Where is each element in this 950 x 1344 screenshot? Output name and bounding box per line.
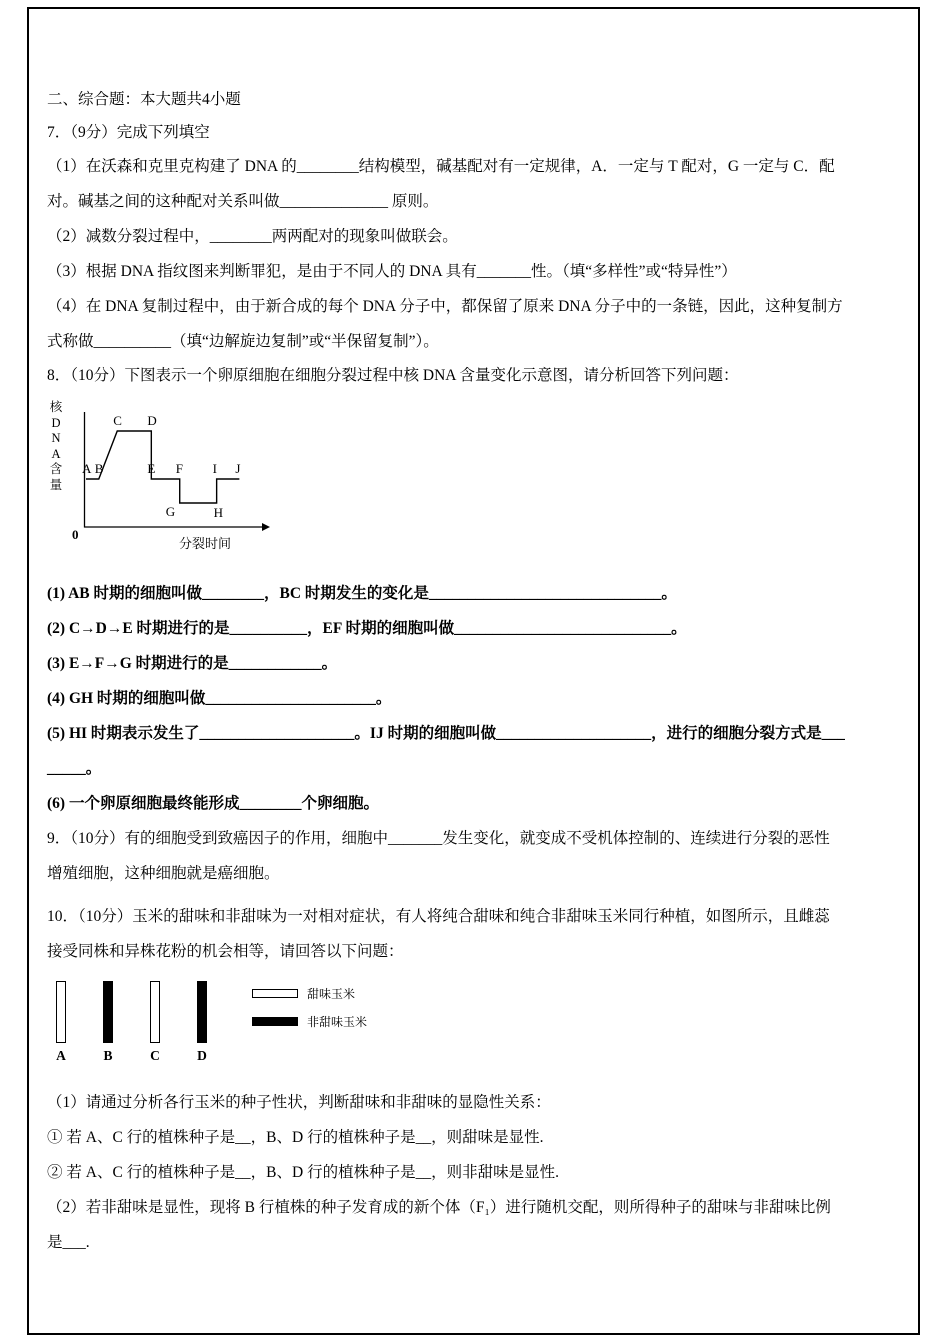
- q8-sub-5-cont: _____。: [47, 760, 102, 777]
- q8-sub-2: (2) C→D→E 时期进行的是__________，EF 时期的细胞叫做____________________________。: [47, 620, 687, 637]
- q8-sub-4: (4) GH 时期的细胞叫做______________________。: [47, 690, 392, 707]
- legend-item: [252, 1013, 367, 1030]
- q8-title: 8．（10分）下图表示一个卵原细胞在细胞分裂过程中核 DNA 含量变化示意图，请分析回答下列问题：: [47, 367, 739, 384]
- chart-point-label-I: I: [212, 461, 217, 476]
- chart-x-axis-title: 分裂时间: [179, 536, 232, 551]
- q8-sub-1: (1) AB 时期的细胞叫做________，BC 时期发生的变化是______________________________。: [47, 585, 677, 602]
- q10-sub-2: ① 若 A、C 行的植株种子是__，B、D 行的植株种子是__，则甜味是显性.: [47, 1129, 544, 1146]
- q7-line-6: 式称做__________（填“边解旋边复制”或“半保留复制”）。: [47, 333, 439, 350]
- q8-sub-3: (3) E→F→G 时期进行的是____________。: [47, 655, 338, 672]
- corn-row-C: [149, 981, 161, 1064]
- chart-point-label-G: G: [165, 504, 176, 519]
- corn-row-A: [55, 981, 67, 1064]
- corn-row-D: [196, 981, 208, 1064]
- q10-line-1: 10．（10分）玉米的甜味和非甜味为一对相对症状，有人将纯合甜味和纯合非甜味玉米同行种植，如图所示，且雌蕊: [47, 908, 830, 925]
- chart-point-label-A: A: [82, 461, 92, 476]
- chart-point-label-F: F: [175, 461, 183, 476]
- corn-row-bar: [197, 981, 207, 1043]
- corn-planting-figure: [55, 981, 908, 1069]
- chart-point-label-B: B: [94, 461, 104, 476]
- legend-item: [252, 985, 367, 1002]
- q10-sub-4: （2）若非甜味是显性，现将 B 行植株的种子发育成的新个体（F₁）进行随机交配，则所得种子的甜味与非甜味比例: [47, 1199, 831, 1216]
- page-content: [47, 88, 908, 1260]
- chart-point-label-J: J: [235, 461, 241, 476]
- legend-label: 非甜味玉米: [307, 1015, 368, 1029]
- q7-line-2: 对。碱基之间的这种配对关系叫做______________ 原则。: [47, 193, 439, 210]
- corn-row-bar: [103, 981, 113, 1043]
- q10-line-2: 接受同株和异株花粉的机会相等，请回答以下问题：: [47, 943, 404, 960]
- q7-line-1: （1）在沃森和克里克构建了 DNA 的________结构模型，碱基配对有一定规律，A．一定与 T 配对，G 一定与 C．配: [47, 158, 835, 175]
- q7-line-4: （3）根据 DNA 指纹图来判断罪犯，是由于不同人的 DNA 具有_______性。（填“多样性”或“特异性”）: [47, 263, 737, 280]
- q9-line-1: 9．（10分）有的细胞受到致癌因子的作用，细胞中_______发生变化，就变成不受机体控制的、连续进行分裂的恶性: [47, 830, 830, 847]
- chart-origin-label: 0: [72, 527, 79, 542]
- q8-sub-6: (6) 一个卵原细胞最终能形成________个卵细胞。: [47, 795, 379, 812]
- corn-row-label: B: [103, 1048, 113, 1063]
- q9-line-2: 增殖细胞，这种细胞就是癌细胞。: [47, 865, 280, 882]
- chart-point-label-D: D: [147, 413, 157, 428]
- corn-row-bar: [150, 981, 160, 1043]
- q7-title: 7．（9分）完成下列填空: [47, 124, 210, 141]
- q8-sub-5: (5) HI 时期表示发生了____________________。IJ 时期的细胞叫做____________________，进行的细胞分裂方式是___: [47, 725, 845, 742]
- chart-y-axis-label: 核 D N A 含 量: [49, 400, 63, 492]
- corn-row-label: D: [197, 1048, 207, 1063]
- q10-sub-1: （1）请通过分析各行玉米的种子性状，判断甜味和非甜味的显隐性关系：: [47, 1094, 551, 1111]
- dna-line-chart: [61, 398, 286, 556]
- q10-sub-3: ② 若 A、C 行的植株种子是__，B、D 行的植株种子是__，则非甜味是显性.: [47, 1164, 559, 1181]
- section-header: 二、综合题：本大题共4小题: [47, 91, 241, 108]
- chart-point-label-H: H: [213, 505, 224, 520]
- chart-point-label-E: E: [147, 461, 156, 476]
- q10-sub-5: 是___.: [47, 1234, 90, 1251]
- q7-line-3: （2）减数分裂过程中，________两两配对的现象叫做联会。: [47, 228, 458, 245]
- x-axis-arrow-icon: [262, 523, 270, 531]
- corn-row-label: C: [150, 1048, 160, 1063]
- corn-legend: [252, 985, 367, 1030]
- q7-line-5: （4）在 DNA 复制过程中，由于新合成的每个 DNA 分子中，都保留了原来 DNA 分子中的一条链，因此，这种复制方: [47, 298, 843, 315]
- corn-row-B: [102, 981, 114, 1064]
- dna-content-chart: [47, 398, 908, 558]
- corn-rows: [55, 981, 208, 1064]
- legend-swatch-sweet: [252, 989, 298, 998]
- chart-point-label-C: C: [113, 413, 122, 428]
- legend-swatch-non-sweet: [252, 1017, 298, 1026]
- corn-row-label: A: [56, 1048, 66, 1063]
- legend-label: 甜味玉米: [307, 987, 356, 1001]
- corn-row-bar: [56, 981, 66, 1043]
